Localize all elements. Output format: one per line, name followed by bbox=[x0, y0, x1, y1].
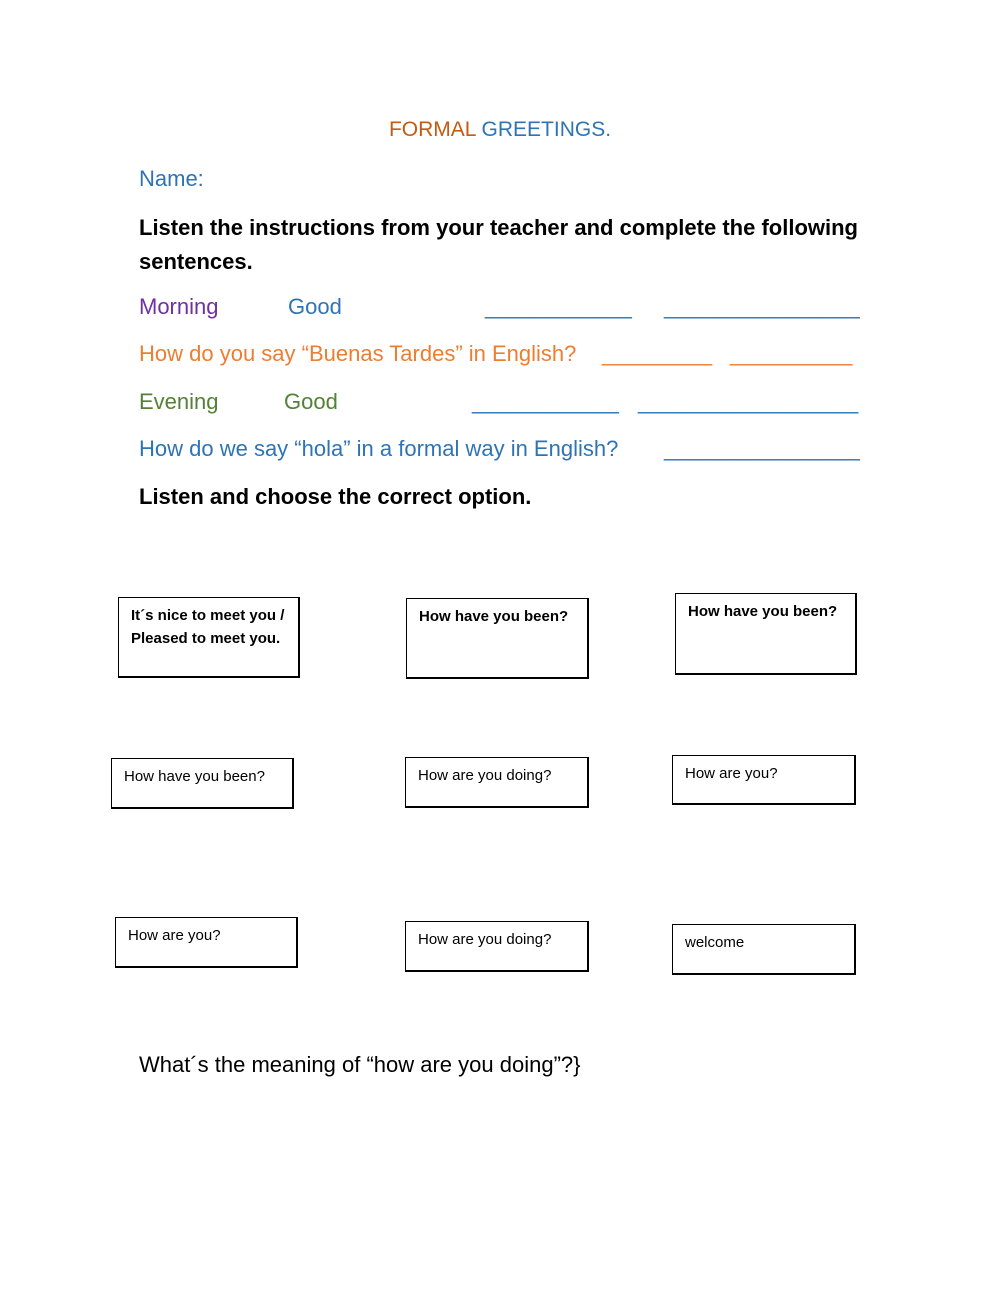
instructions-text: Listen the instructions from your teacher and complete the following sentences. bbox=[139, 215, 858, 274]
line1-word-morning: Morning bbox=[139, 294, 219, 319]
line1-blank-1[interactable]: ____________ bbox=[485, 294, 632, 319]
line3-blank-1[interactable]: ____________ bbox=[472, 389, 619, 414]
line1-blank-2[interactable]: ________________ bbox=[664, 294, 860, 319]
line2-blank-1[interactable]: _________ bbox=[602, 341, 713, 366]
title-part-formal: FORMAL bbox=[388, 118, 476, 141]
option-box-1[interactable]: It´s nice to meet you / Pleased to meet you. bbox=[118, 597, 300, 678]
line3-word-evening: Evening bbox=[139, 389, 219, 414]
title-part-greetings: GREETINGS. bbox=[475, 118, 612, 141]
line3-word-good: Good bbox=[284, 389, 338, 414]
option-box-9[interactable]: welcome bbox=[672, 924, 856, 975]
meaning-question: What´s the meaning of “how are you doing”?} bbox=[139, 1052, 581, 1077]
line2-blank-2[interactable]: __________ bbox=[730, 341, 853, 366]
option-box-2[interactable]: How have you been? bbox=[406, 598, 589, 679]
page-title bbox=[0, 118, 1000, 142]
line2-question: How do you say “Buenas Tardes” in English? bbox=[139, 341, 577, 366]
option-box-3[interactable]: How have you been? bbox=[675, 593, 857, 675]
option-box-4[interactable]: How have you been? bbox=[111, 758, 294, 809]
line3-blank-2[interactable]: __________________ bbox=[638, 389, 859, 414]
option-box-8[interactable]: How are you doing? bbox=[405, 921, 589, 972]
line4-blank-1[interactable]: ________________ bbox=[664, 436, 860, 461]
name-label: Name: bbox=[139, 166, 204, 191]
option-box-7[interactable]: How are you? bbox=[115, 917, 298, 968]
line1-word-good: Good bbox=[288, 294, 342, 319]
line4-question: How do we say “hola” in a formal way in English? bbox=[139, 436, 619, 461]
option-box-6[interactable]: How are you? bbox=[672, 755, 856, 805]
option-box-5[interactable]: How are you doing? bbox=[405, 757, 589, 808]
subheading: Listen and choose the correct option. bbox=[139, 484, 532, 509]
